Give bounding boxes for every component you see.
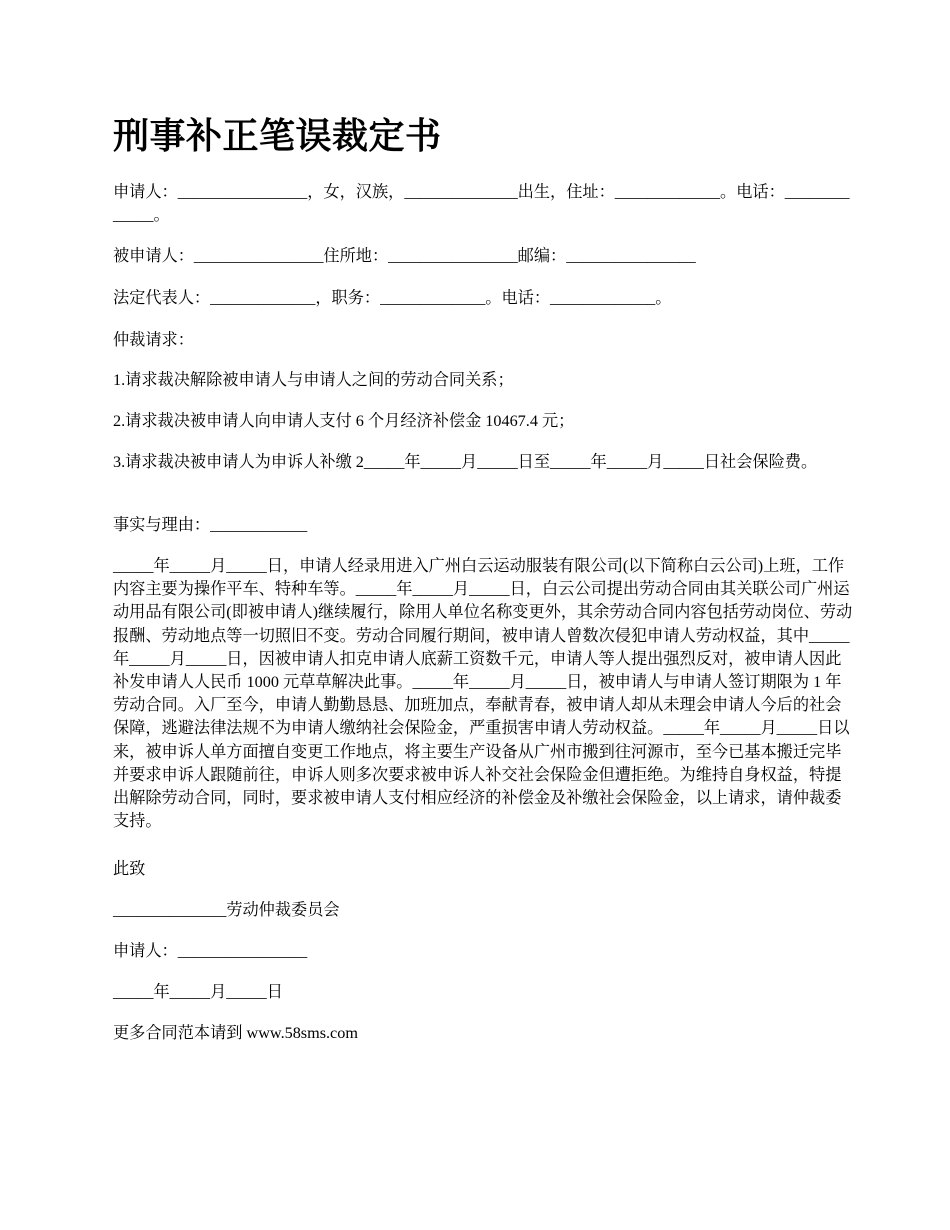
respondent-info: 被申请人：________________住所地：________________邮编：________________: [113, 247, 696, 265]
claim-item-1: 1.请求裁决解除被申请人与申请人之间的劳动合同关系；: [113, 371, 514, 389]
facts-heading: 事实与理由：____________: [113, 516, 308, 534]
claim-item-3: 3.请求裁决被申请人为申诉人补缴 2_____年_____月_____日至_____年_____月_____日社会保险费。: [113, 453, 818, 471]
claim-item-2: 2.请求裁决被申请人向申请人支付 6 个月经济补偿金 10467.4 元；: [113, 412, 575, 430]
facts-body: _____年_____月_____日，申请人经录用进入广州白云运动服装有限公司(以下简称白云公司)上班，工作内容主要为操作平车、特种车等。_____年_____月_____日，白云公司提出劳动合同由其关联公司广州运动用品有限公司(即被申请人)继续履行，除用人单位名称变更外，其余劳动合同内容包括劳动岗位、劳动报酬、劳动地点等一切照旧不变。劳动合同履行期间，被申请人曾数次侵犯申请人劳动权益，其中_____年_____月_____日，因被申请人扣克申请人底薪工资数千元，申请人等人提出强烈反对，被申请人因此补发申请人人民币 1000 元草草解决此事。_____年_____月_____日，被申请人与申请人签订期限为 1 年劳动合同。入厂至今，申请人勤勤恳恳、加班加点，奉献青春，被申请人却从未理会申请人今后的社会保障，逃避法律法规不为申请人缴纳社会保险金，严重损害申请人劳动权益。_____年_____月_____日以来，被申诉人单方面擅自变更工作地点，将主要生产设备从广州市搬到往河源市，至今已基本搬迁完毕并要求申诉人跟随前往，申诉人则多次要求被申诉人补交社会保险金但遭拒绝。为维持自身权益，特提出解除劳动合同，同时，要求被申请人支付相应经济的补偿金及补缴社会保险金，以上请求，请仲裁委支持。: [113, 557, 853, 831]
footer-more-templates-link[interactable]: 更多合同范本请到 www.58sms.com: [113, 1024, 358, 1042]
arbitration-committee-line: ______________劳动仲裁委员会: [113, 901, 340, 919]
date-line: _____年_____月_____日: [113, 983, 283, 1001]
document-title: 刑事补正笔误裁定书: [113, 116, 442, 156]
salutation: 此致: [113, 860, 146, 878]
applicant-info: 申请人：________________，女，汉族，______________出生，住址：_____________。电话：_____________。: [113, 183, 850, 225]
applicant-signature-line: 申请人：________________: [113, 942, 308, 960]
legal-representative-info: 法定代表人：_____________，职务：_____________。电话：_____________。: [113, 289, 672, 307]
claims-heading: 仲裁请求：: [113, 331, 194, 349]
